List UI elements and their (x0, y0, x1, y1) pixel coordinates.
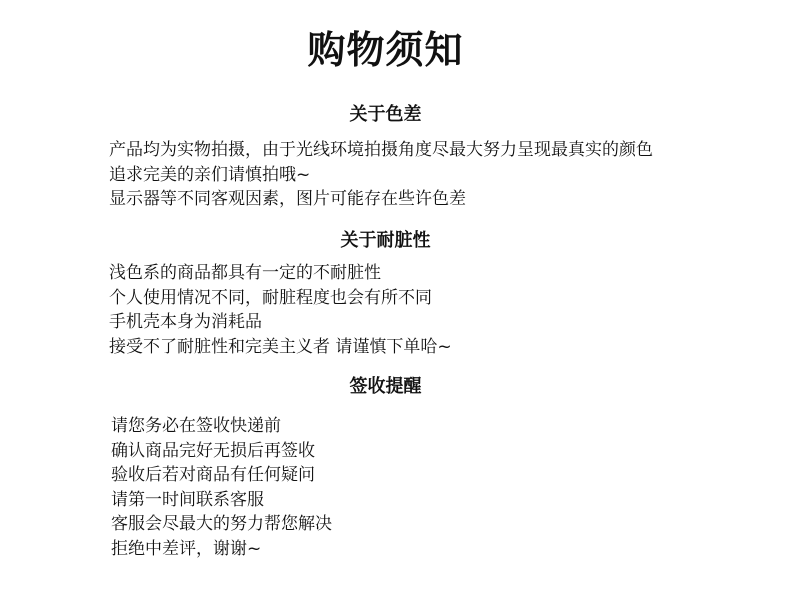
text-line: 确认商品完好无损后再签收 (111, 440, 315, 461)
text-line: 个人使用情况不同，耐脏程度也会有所不同 (109, 287, 432, 308)
text-line: 请您务必在签收快递前 (111, 416, 281, 436)
text-line: 接受不了耐脏性和完美主义者 请谨慎下单哈~ (109, 336, 452, 357)
text-line: 产品均为实物拍摄，由于光线环境拍摄角度尽最大努力呈现最真实的颜色 (109, 140, 653, 160)
text-line: 拒绝中差评，谢谢~ (111, 538, 262, 559)
section-body-dirt-resistance (109, 261, 452, 359)
text-line: 客服会尽最大的努力帮您解决 (111, 514, 332, 534)
text-line: 验收后若对商品有任何疑问 (111, 465, 315, 485)
section-heading-delivery-reminder: 签收提醒 (349, 376, 422, 397)
section-heading-dirt-resistance: 关于耐脏性 (340, 230, 431, 251)
section-body-color-difference (109, 138, 653, 212)
text-line: 请第一时间联系客服 (111, 489, 264, 510)
section-body-delivery-reminder (111, 414, 332, 561)
text-line: 浅色系的商品都具有一定的不耐脏性 (109, 263, 381, 283)
page-title: 购物须知 (307, 28, 464, 72)
text-line: 手机壳本身为消耗品 (109, 312, 262, 332)
text-line: 追求完美的亲们请慎拍哦~ (109, 164, 311, 185)
section-heading-color-difference: 关于色差 (349, 104, 422, 125)
text-line: 显示器等不同客观因素，图片可能存在些许色差 (109, 189, 466, 209)
